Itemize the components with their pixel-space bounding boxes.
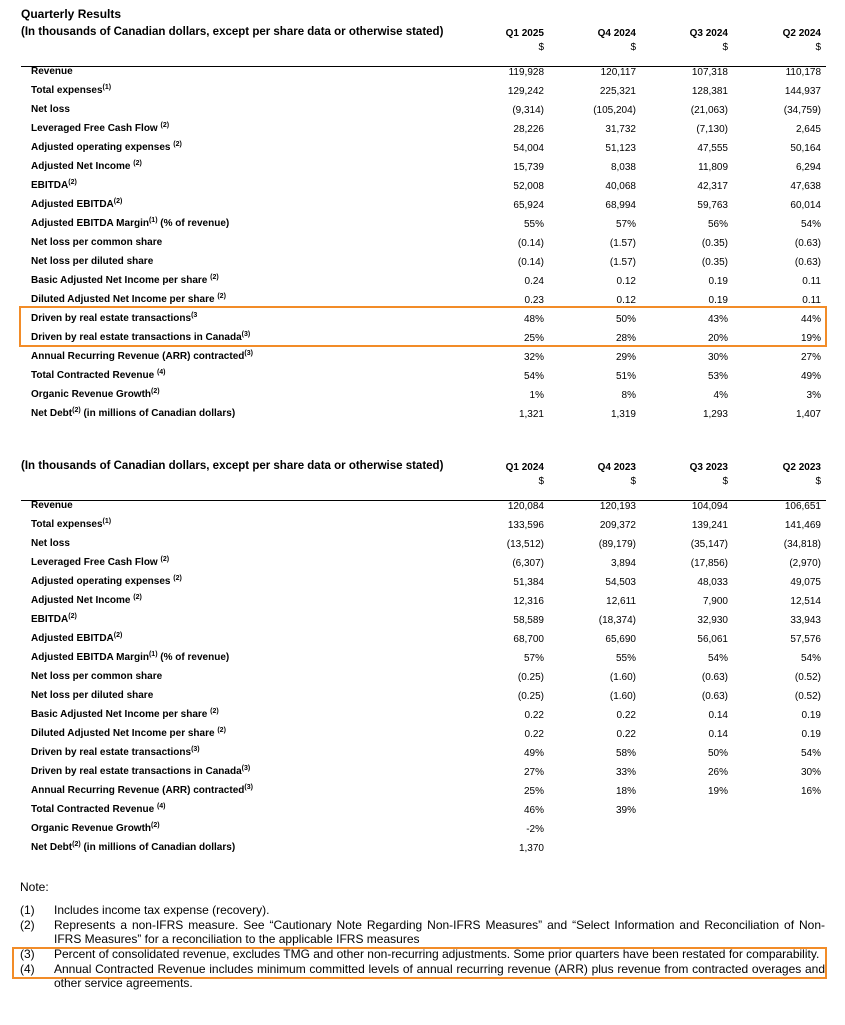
cell-value: 1,319 <box>610 409 636 420</box>
cell-value: 31,732 <box>605 124 636 135</box>
cell-value: 107,318 <box>691 67 728 78</box>
cell-value: 0.22 <box>616 710 636 721</box>
cell-value: 60,014 <box>790 200 821 211</box>
table-row <box>21 158 826 177</box>
cell-value: 25% <box>523 786 544 797</box>
cell-value: (1.57) <box>609 238 636 249</box>
cell-value: 51,384 <box>513 577 544 588</box>
cell-value: (0.63) <box>794 238 821 249</box>
cell-value: (7,130) <box>696 124 728 135</box>
cell-value: 59,763 <box>697 200 728 211</box>
cell-value: 47,555 <box>697 143 728 154</box>
cell-value: 30% <box>707 352 728 363</box>
cell-value: (0.35) <box>701 238 728 249</box>
cell-value: (9,314) <box>512 105 544 116</box>
cell-value: 57% <box>615 219 636 230</box>
cell-value: 58,589 <box>513 615 544 626</box>
row-label: Adjusted Net Income $^{(2)}$ <box>31 160 142 172</box>
cell-value: 0.12 <box>616 276 636 287</box>
row-label: Driven by real estate transactions in Canada$^{(3)}$ <box>31 331 251 343</box>
cell-value: (0.14) <box>517 238 544 249</box>
cell-value: 0.19 <box>801 729 821 740</box>
cell-value: 8,038 <box>610 162 636 173</box>
cell-value: 0.12 <box>616 295 636 306</box>
row-label: Organic Revenue Growth$^{(2)}$ <box>31 388 160 400</box>
row-label: Adjusted EBITDA$^{(2)}$ <box>31 632 123 644</box>
cell-value: 0.19 <box>801 710 821 721</box>
cell-value: 1,321 <box>518 409 544 420</box>
cell-value: 55% <box>523 219 544 230</box>
row-label: Adjusted Net Income $^{(2)}$ <box>31 594 142 606</box>
table-row <box>21 744 826 763</box>
table-row <box>21 291 826 310</box>
cell-value: 68,700 <box>513 634 544 645</box>
table-row <box>21 497 826 516</box>
table-1-col-header: Q2 2024 $ <box>782 28 821 53</box>
cell-value: 106,651 <box>784 501 821 512</box>
cell-value: 110,178 <box>785 67 821 78</box>
cell-value: 141,469 <box>784 520 821 531</box>
cell-value: 0.22 <box>524 729 544 740</box>
row-label: Driven by real estate transactions in Canada$^{(3)}$ <box>31 765 251 777</box>
table-row <box>21 630 826 649</box>
cell-value: 20% <box>707 333 728 344</box>
cell-value: 139,241 <box>691 520 728 531</box>
footnote-2: (2) Represents a non-IFRS measure. See “Cautionary Note Regarding Non-IFRS Measures” and “Select Information and Reconciliation of Non-IFRS Measures” for a reconciliation to the applicable IFRS measures <box>20 918 825 946</box>
cell-value: 12,514 <box>790 596 821 607</box>
cell-value: 57% <box>523 653 544 664</box>
table-row <box>21 801 826 820</box>
row-label: Adjusted EBITDA Margin$^{(1)}$ (% of revenue) <box>31 217 230 229</box>
cell-value: 50% <box>615 314 636 325</box>
table-2-caption: (In thousands of Canadian dollars, except per share data or otherwise stated) <box>21 460 444 472</box>
cell-value: (0.25) <box>517 691 544 702</box>
cell-value: 19% <box>800 333 821 344</box>
table-row <box>21 177 826 196</box>
row-label: Total expenses$^{(1)}$ <box>31 518 112 530</box>
cell-value: 28% <box>615 333 636 344</box>
table-row <box>21 310 826 329</box>
cell-value: 54% <box>707 653 728 664</box>
cell-value: 50,164 <box>790 143 821 154</box>
table-1-col-header: Q1 2025 $ <box>505 28 544 53</box>
table-1-body <box>21 63 826 424</box>
cell-value: (0.63) <box>701 672 728 683</box>
cell-value: 104,094 <box>691 501 728 512</box>
cell-value: 0.14 <box>708 729 728 740</box>
cell-value: 49,075 <box>790 577 821 588</box>
table-row <box>21 554 826 573</box>
cell-value: 68,994 <box>605 200 636 211</box>
table-row <box>21 215 826 234</box>
cell-value: (0.52) <box>794 672 821 683</box>
cell-value: 11,809 <box>698 162 728 173</box>
cell-value: 52,008 <box>513 181 544 192</box>
table-2-col-header: Q4 2023 $ <box>597 462 636 487</box>
footnote-1: (1) Includes income tax expense (recovery). <box>20 903 270 917</box>
row-label: Net loss per common share <box>31 671 163 682</box>
table-row <box>21 196 826 215</box>
row-label: Driven by real estate transactions$^{(3}$ <box>31 312 198 324</box>
cell-value: (35,147) <box>690 539 728 550</box>
table-row <box>21 253 826 272</box>
cell-value: 119,928 <box>508 67 544 78</box>
cell-value: 53% <box>707 371 728 382</box>
cell-value: 54% <box>800 219 821 230</box>
cell-value: 48,033 <box>697 577 728 588</box>
table-2-col-header: Q1 2024 $ <box>505 462 544 487</box>
cell-value: 120,084 <box>507 501 544 512</box>
row-label: Total expenses$^{(1)}$ <box>31 84 112 96</box>
footnote-3: (3) Percent of consolidated revenue, excludes TMG and other non-recurring adjustments. Some prior quarters have been restated for comparability. <box>20 947 820 961</box>
table-row <box>21 516 826 535</box>
cell-value: 2,645 <box>795 124 821 135</box>
cell-value: 55% <box>615 653 636 664</box>
cell-value: 16% <box>800 786 821 797</box>
cell-value: 18% <box>615 786 636 797</box>
cell-value: 65,924 <box>513 200 544 211</box>
cell-value: (1.57) <box>609 257 636 268</box>
cell-value: 28,226 <box>513 124 544 135</box>
cell-value: 56,061 <box>697 634 728 645</box>
cell-value: (105,204) <box>593 105 636 116</box>
cell-value: 47,638 <box>790 181 821 192</box>
cell-value: 32% <box>523 352 544 363</box>
cell-value: 42,317 <box>697 181 728 192</box>
cell-value: 4% <box>713 390 728 401</box>
table-row <box>21 120 826 139</box>
row-label: Diluted Adjusted Net Income per share $^{(2)}$ <box>31 293 226 305</box>
cell-value: 57,576 <box>790 634 821 645</box>
cell-value: 25% <box>523 333 544 344</box>
table-row <box>21 820 826 839</box>
cell-value: (13,512) <box>506 539 544 550</box>
cell-value: 8% <box>621 390 636 401</box>
row-label: Adjusted EBITDA$^{(2)}$ <box>31 198 123 210</box>
table-1-header <box>21 26 826 67</box>
cell-value: 0.19 <box>708 295 728 306</box>
cell-value: 3% <box>806 390 821 401</box>
cell-value: (21,063) <box>690 105 728 116</box>
row-label: Annual Recurring Revenue (ARR) contracted$^{(3)}$ <box>31 350 253 362</box>
cell-value: 7,900 <box>702 596 728 607</box>
table-1-caption: (In thousands of Canadian dollars, except per share data or otherwise stated) <box>21 26 444 38</box>
row-label: Net Debt$^{(2)}$ (in millions of Canadian dollars) <box>31 841 236 853</box>
cell-value: 54% <box>523 371 544 382</box>
cell-value: (34,759) <box>783 105 821 116</box>
row-label: Total Contracted Revenue $^{(4)}$ <box>31 803 166 815</box>
notes-list <box>20 903 825 991</box>
cell-value: 65,690 <box>605 634 636 645</box>
row-label: Driven by real estate transactions$^{(3)}$ <box>31 746 200 758</box>
table-row <box>21 592 826 611</box>
table-2-header <box>21 460 826 501</box>
cell-value: 0.14 <box>708 710 728 721</box>
row-label: Net Debt$^{(2)}$ (in millions of Canadian dollars) <box>31 407 236 419</box>
cell-value: 120,193 <box>599 501 636 512</box>
cell-value: 56% <box>707 219 728 230</box>
table-row <box>21 82 826 101</box>
cell-value: (1.60) <box>609 672 636 683</box>
cell-value: 1,370 <box>518 843 544 854</box>
cell-value: 33,943 <box>790 615 821 626</box>
cell-value: 1,293 <box>702 409 728 420</box>
cell-value: 40,068 <box>605 181 636 192</box>
row-label: Revenue <box>31 500 73 511</box>
row-label: Net loss per common share <box>31 237 163 248</box>
cell-value: (18,374) <box>598 615 636 626</box>
cell-value: 6,294 <box>795 162 821 173</box>
cell-value: 120,117 <box>600 67 636 78</box>
table-row <box>21 763 826 782</box>
row-label: EBITDA$^{(2)}$ <box>31 613 77 625</box>
row-label: Net loss per diluted share <box>31 690 154 701</box>
table-row <box>21 725 826 744</box>
cell-value: 26% <box>707 767 728 778</box>
cell-value: (1.60) <box>609 691 636 702</box>
cell-value: 0.23 <box>524 295 544 306</box>
table-2-col-header: Q2 2023 $ <box>782 462 821 487</box>
cell-value: 0.11 <box>802 295 821 306</box>
table-row <box>21 405 826 424</box>
cell-value: 30% <box>800 767 821 778</box>
cell-value: 0.22 <box>616 729 636 740</box>
cell-value: 225,321 <box>599 86 636 97</box>
row-label: Adjusted operating expenses $^{(2)}$ <box>31 141 182 153</box>
table-row <box>21 668 826 687</box>
cell-value: (6,307) <box>512 558 544 569</box>
cell-value: (0.14) <box>517 257 544 268</box>
footnote-4: (4) Annual Contracted Revenue includes minimum committed levels of annual recurring revenue (ARR) plus revenue from contracted overages and other service agreements. <box>20 962 825 990</box>
cell-value: 1% <box>529 390 544 401</box>
row-label: Adjusted EBITDA Margin$^{(1)}$ (% of revenue) <box>31 651 230 663</box>
cell-value: -2% <box>526 824 544 835</box>
row-label: Diluted Adjusted Net Income per share $^{(2)}$ <box>31 727 226 739</box>
table-row <box>21 611 826 630</box>
cell-value: 27% <box>523 767 544 778</box>
row-label: Basic Adjusted Net Income per share $^{(2)}$ <box>31 708 219 720</box>
cell-value: 27% <box>800 352 821 363</box>
cell-value: (0.52) <box>794 691 821 702</box>
cell-value: 49% <box>523 748 544 759</box>
row-label: Total Contracted Revenue $^{(4)}$ <box>31 369 166 381</box>
cell-value: 54,503 <box>605 577 636 588</box>
cell-value: 54,004 <box>513 143 544 154</box>
cell-value: 51,123 <box>605 143 636 154</box>
table-row <box>21 139 826 158</box>
row-label: EBITDA$^{(2)}$ <box>31 179 77 191</box>
table-row <box>21 573 826 592</box>
table-1-col-header: Q4 2024 $ <box>597 28 636 53</box>
cell-value: 54% <box>800 653 821 664</box>
table-2-col-header: Q3 2023 $ <box>689 462 728 487</box>
table-row <box>21 386 826 405</box>
row-label: Annual Recurring Revenue (ARR) contracted$^{(3)}$ <box>31 784 253 796</box>
cell-value: 144,937 <box>784 86 821 97</box>
cell-value: 209,372 <box>599 520 636 531</box>
cell-value: 0.19 <box>708 276 728 287</box>
cell-value: (0.63) <box>794 257 821 268</box>
table-row <box>21 649 826 668</box>
row-label: Net loss <box>31 538 70 549</box>
cell-value: (2,970) <box>789 558 821 569</box>
table-row <box>21 839 826 858</box>
table-row <box>21 63 826 82</box>
cell-value: 43% <box>707 314 728 325</box>
cell-value: 19% <box>707 786 728 797</box>
cell-value: 133,596 <box>507 520 544 531</box>
cell-value: 58% <box>615 748 636 759</box>
cell-value: 0.24 <box>524 276 544 287</box>
row-label: Adjusted operating expenses $^{(2)}$ <box>31 575 182 587</box>
row-label: Net loss <box>31 104 70 115</box>
table-row <box>21 782 826 801</box>
table-row <box>21 706 826 725</box>
cell-value: 129,242 <box>507 86 544 97</box>
table-row <box>21 348 826 367</box>
cell-value: (34,818) <box>783 539 821 550</box>
cell-value: 12,316 <box>513 596 544 607</box>
cell-value: 0.11 <box>802 276 821 287</box>
cell-value: (89,179) <box>598 539 636 550</box>
row-label: Organic Revenue Growth$^{(2)}$ <box>31 822 160 834</box>
cell-value: 49% <box>800 371 821 382</box>
table-2-body <box>21 497 826 858</box>
table-row <box>21 329 826 348</box>
cell-value: 29% <box>615 352 636 363</box>
row-label: Revenue <box>31 66 73 77</box>
cell-value: 44% <box>800 314 821 325</box>
table-1-col-header: Q3 2024 $ <box>689 28 728 53</box>
table-row <box>21 272 826 291</box>
cell-value: 54% <box>800 748 821 759</box>
document-title: Quarterly Results <box>21 7 122 21</box>
cell-value: (17,856) <box>690 558 728 569</box>
cell-value: 51% <box>615 371 636 382</box>
table-row <box>21 234 826 253</box>
cell-value: (0.35) <box>701 257 728 268</box>
cell-value: 3,894 <box>610 558 636 569</box>
cell-value: 50% <box>707 748 728 759</box>
row-label: Leveraged Free Cash Flow $^{(2)}$ <box>31 122 170 134</box>
cell-value: 15,739 <box>513 162 544 173</box>
table-row <box>21 535 826 554</box>
cell-value: 128,381 <box>691 86 728 97</box>
table-row <box>21 367 826 386</box>
note-title: Note: <box>20 880 49 894</box>
cell-value: 39% <box>615 805 636 816</box>
cell-value: 32,930 <box>697 615 728 626</box>
row-label: Basic Adjusted Net Income per share $^{(2)}$ <box>31 274 219 286</box>
cell-value: 1,407 <box>795 409 821 420</box>
row-label: Leveraged Free Cash Flow $^{(2)}$ <box>31 556 170 568</box>
cell-value: 12,611 <box>606 596 636 607</box>
table-row <box>21 101 826 120</box>
cell-value: 48% <box>523 314 544 325</box>
table-row <box>21 687 826 706</box>
row-label: Net loss per diluted share <box>31 256 154 267</box>
cell-value: (0.25) <box>517 672 544 683</box>
cell-value: 33% <box>615 767 636 778</box>
cell-value: (0.63) <box>701 691 728 702</box>
cell-value: 0.22 <box>524 710 544 721</box>
cell-value: 46% <box>523 805 544 816</box>
